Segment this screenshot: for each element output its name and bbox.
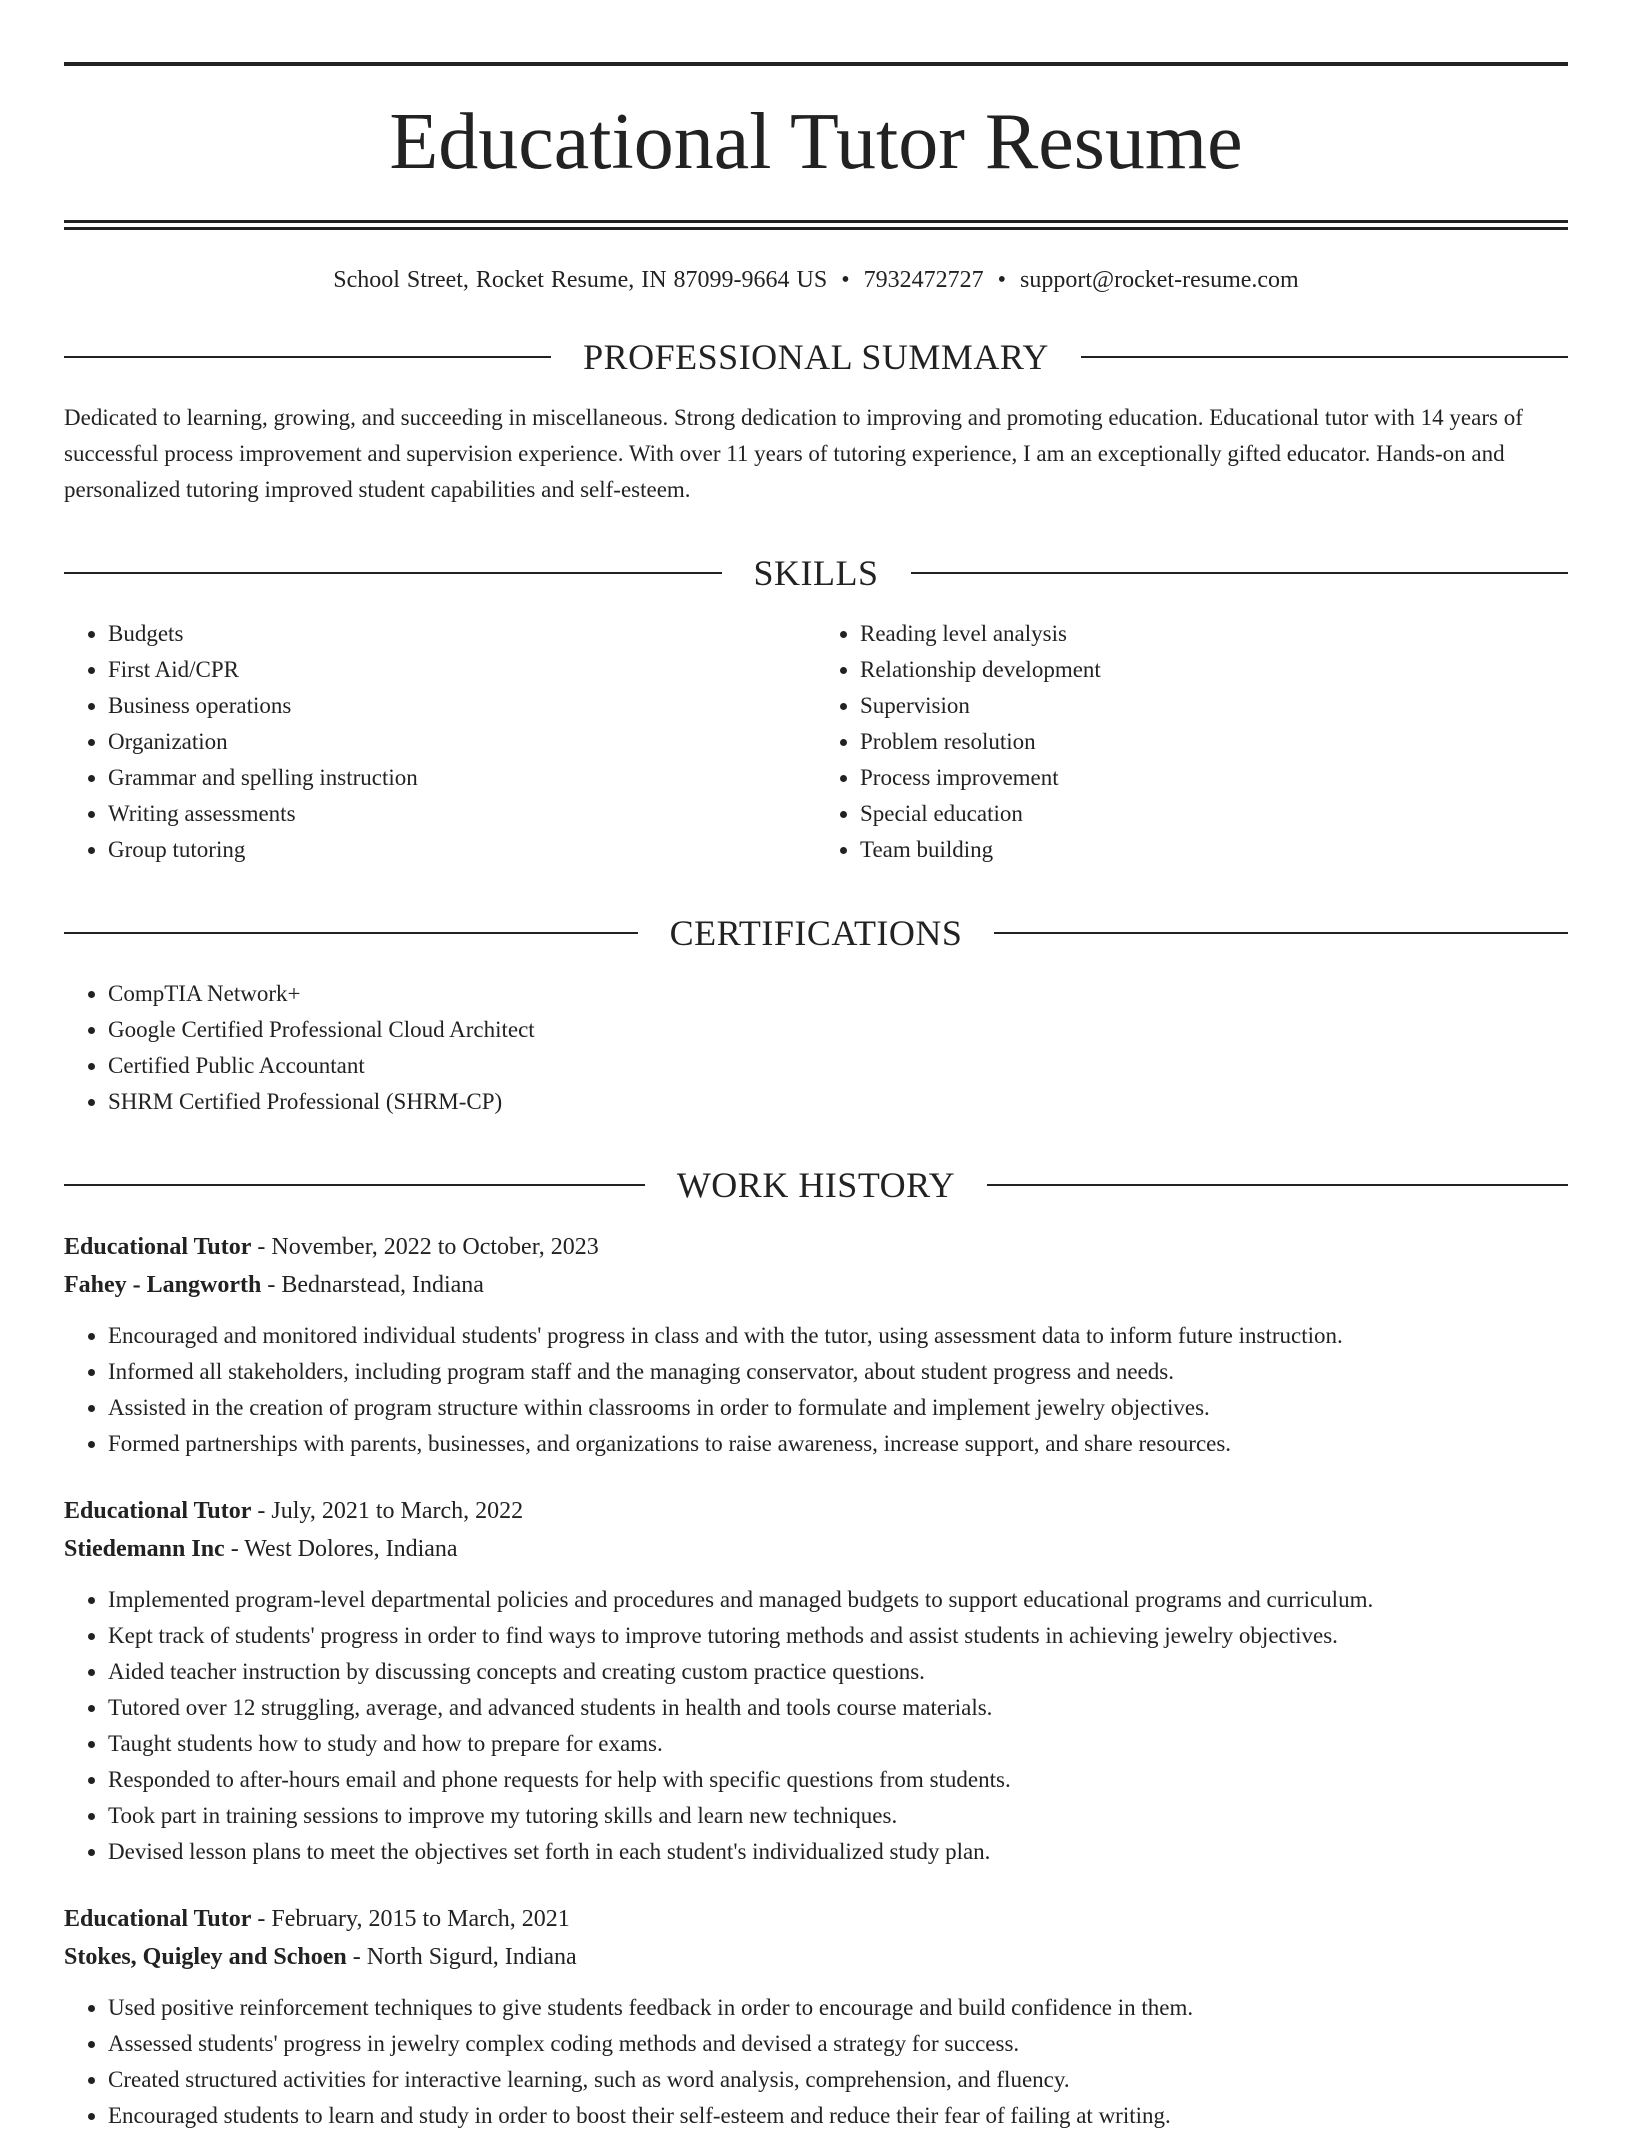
job-dates: - February, 2015 to March, 2021: [251, 1906, 570, 1932]
section-rule-right: [1081, 356, 1568, 358]
job-duty: • Encouraged students to learn and study in order to boost their self-esteem and reduce their fear of failing at writing.: [108, 2098, 1568, 2134]
section-rule-right: [994, 932, 1568, 934]
skill-item: • Problem resolution: [860, 724, 1568, 760]
title-double-rule: [64, 220, 1568, 230]
job-location: - Bednarstead, Indiana: [261, 1272, 484, 1298]
section-header-skills: [64, 552, 1568, 594]
job-duty: • Aided teacher instruction by discussing concepts and creating custom practice questions.: [108, 1654, 1568, 1690]
skill-item: • Relationship development: [860, 652, 1568, 688]
job-duty: • Took part in training sessions to improve my tutoring skills and learn new techniques.: [108, 1798, 1568, 1834]
resume-page: [64, 0, 1568, 2134]
certification-item: • SHRM Certified Professional (SHRM-CP): [108, 1084, 1568, 1120]
contact-email: support@rocket-resume.com: [1020, 267, 1299, 293]
job-duties-list: [64, 1990, 1568, 2134]
skill-item: • Grammar and spelling instruction: [108, 760, 816, 796]
job-duty: • Encouraged and monitored individual students' progress in class and with the tutor, using assessment data to inform future instruction.: [108, 1318, 1568, 1354]
job-duty: • Taught students how to study and how to prepare for exams.: [108, 1726, 1568, 1762]
job-duty: • Formed partnerships with parents, businesses, and organizations to raise awareness, increase support, and share resources.: [108, 1426, 1568, 1462]
job-company: Stiedemann Inc: [64, 1536, 225, 1562]
section-title: SKILLS: [753, 553, 879, 593]
job-company-line: [64, 1530, 1568, 1568]
job-duty: • Used positive reinforcement techniques to give students feedback in order to encourage and build confidence in them.: [108, 1990, 1568, 2026]
job-duty: • Responded to after-hours email and phone requests for help with specific questions from students.: [108, 1762, 1568, 1798]
job-duty: • Informed all stakeholders, including program staff and the managing conservator, about student progress and needs.: [108, 1354, 1568, 1390]
certifications-list: [64, 976, 1568, 1120]
job-entry: [64, 1492, 1568, 1870]
job-duty: • Devised lesson plans to meet the objectives set forth in each student's individualized study plan.: [108, 1834, 1568, 1870]
section-title: PROFESSIONAL SUMMARY: [583, 337, 1049, 377]
skill-item: • Supervision: [860, 688, 1568, 724]
job-company-line: [64, 1938, 1568, 1976]
job-dates: - July, 2021 to March, 2022: [251, 1498, 524, 1524]
job-entry: [64, 1900, 1568, 2134]
section-rule-right: [987, 1184, 1568, 1186]
certification-item: • Google Certified Professional Cloud Architect: [108, 1012, 1568, 1048]
job-duty: • Implemented program-level departmental policies and procedures and managed budgets to support educational programs and curriculum.: [108, 1582, 1568, 1618]
job-duty: • Assisted in the creation of program structure within classrooms in order to formulate and implement jewelry objectives.: [108, 1390, 1568, 1426]
skill-item: • Special education: [860, 796, 1568, 832]
job-location: - North Sigurd, Indiana: [346, 1944, 577, 1970]
section-header-certifications: [64, 912, 1568, 954]
job-company-line: [64, 1266, 1568, 1304]
job-company: Stokes, Quigley and Schoen: [64, 1944, 347, 1970]
resume-title: Educational Tutor Resume: [389, 98, 1243, 186]
certification-item: • Certified Public Accountant: [108, 1048, 1568, 1084]
certification-item: • CompTIA Network+: [108, 976, 1568, 1012]
skills-list-right: [816, 616, 1568, 868]
job-title: Educational Tutor: [64, 1906, 252, 1932]
job-title-line: [64, 1900, 1568, 1938]
section-title: WORK HISTORY: [676, 1165, 956, 1205]
section-header-summary: [64, 336, 1568, 378]
skill-item: • Team building: [860, 832, 1568, 868]
contact-phone: 7932472727: [863, 267, 984, 293]
skill-item: • First Aid/CPR: [108, 652, 816, 688]
job-duties-list: [64, 1582, 1568, 1870]
job-entry: [64, 1228, 1568, 1462]
contact-line: [64, 264, 1568, 296]
job-duty: • Kept track of students' progress in order to find ways to improve tutoring methods and assist students in achieving jewelry objectives.: [108, 1618, 1568, 1654]
contact-address: School Street, Rocket Resume, IN 87099-9664 US: [333, 267, 828, 293]
job-title-line: [64, 1492, 1568, 1530]
section-rule-left: [64, 572, 722, 574]
job-dates: - November, 2022 to October, 2023: [251, 1234, 599, 1260]
job-title-line: [64, 1228, 1568, 1266]
section-header-work-history: [64, 1164, 1568, 1206]
skill-item: • Group tutoring: [108, 832, 816, 868]
job-duty: • Assessed students' progress in jewelry complex coding methods and devised a strategy for success.: [108, 2026, 1568, 2062]
section-rule-left: [64, 356, 551, 358]
contact-separator: •: [997, 267, 1007, 293]
summary-text: Dedicated to learning, growing, and succeeding in miscellaneous. Strong dedication to improving and promoting education. Educational tutor with 14 years of successful process improvement and supervision experience. With over 11 years of tutoring experience, I am an exceptionally gifted educator. Hands-on and personalized tutoring improved student capabilities and self-esteem.: [64, 405, 1523, 502]
section-title: CERTIFICATIONS: [669, 913, 963, 953]
skill-item: • Process improvement: [860, 760, 1568, 796]
contact-separator: •: [841, 267, 850, 293]
job-duty: • Created structured activities for interactive learning, such as word analysis, comprehension, and fluency.: [108, 2062, 1568, 2098]
job-title: Educational Tutor: [64, 1498, 252, 1524]
skill-item: • Budgets: [108, 616, 816, 652]
skill-item: • Reading level analysis: [860, 616, 1568, 652]
section-rule-left: [64, 932, 638, 934]
top-rule: [64, 62, 1568, 66]
skill-item: • Writing assessments: [108, 796, 816, 832]
job-duties-list: [64, 1318, 1568, 1462]
job-company: Fahey - Langworth: [64, 1272, 262, 1298]
skill-item: • Organization: [108, 724, 816, 760]
section-rule-right: [911, 572, 1569, 574]
job-title: Educational Tutor: [64, 1234, 252, 1260]
job-duty: • Tutored over 12 struggling, average, and advanced students in health and tools course materials.: [108, 1690, 1568, 1726]
skill-item: • Business operations: [108, 688, 816, 724]
job-location: - West Dolores, Indiana: [224, 1536, 458, 1562]
section-rule-left: [64, 1184, 645, 1186]
skills-list-left: [64, 616, 816, 868]
skills-grid: [64, 616, 1568, 868]
